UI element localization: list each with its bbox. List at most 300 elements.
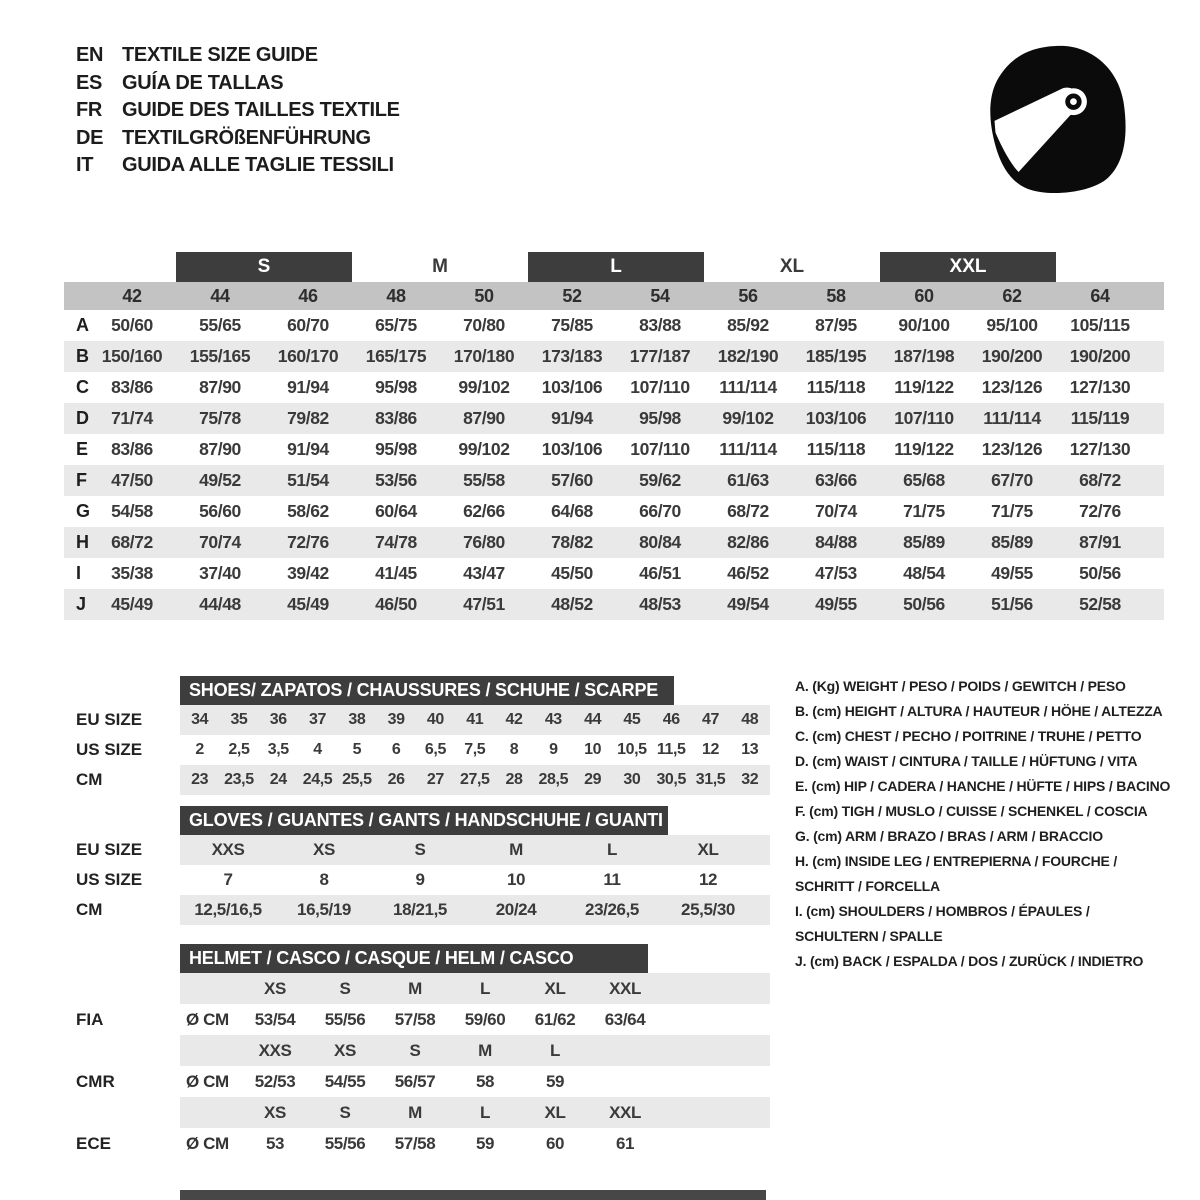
measurement-value: 190/200 xyxy=(1069,346,1131,366)
cell-value: 10,5 xyxy=(617,741,647,758)
measurement-value: 165/175 xyxy=(365,346,427,366)
measurement-row-a xyxy=(64,310,1164,341)
language-row xyxy=(76,42,400,70)
measurement-value: 115/119 xyxy=(1070,408,1130,428)
measurement-row-j xyxy=(64,589,1164,620)
legend-item xyxy=(795,949,1200,974)
measurement-value: 71/75 xyxy=(991,501,1033,521)
cell-value: 16,5/19 xyxy=(297,900,351,919)
measurement-value: 65/75 xyxy=(375,315,417,335)
measurement-value: 49/52 xyxy=(199,470,241,490)
cell-value: 56/57 xyxy=(394,1071,436,1091)
legend-item xyxy=(795,724,1200,749)
measurement-value: 70/80 xyxy=(463,315,505,335)
cell-value: 54/55 xyxy=(324,1071,366,1091)
measurement-value: 51/56 xyxy=(991,594,1033,614)
measurement-value: 115/118 xyxy=(806,377,866,397)
cropped-bottom-bar xyxy=(180,1190,766,1200)
cell-value: 25,5/30 xyxy=(681,900,735,919)
measurement-value: 79/82 xyxy=(287,408,329,428)
language-title: GUÍA DE TALLAS xyxy=(122,71,284,94)
cell-value: 18/21,5 xyxy=(393,900,447,919)
cell-value: 23,5 xyxy=(224,771,254,788)
measurement-value: 48/53 xyxy=(639,594,681,614)
cell-value: 27 xyxy=(426,771,444,788)
cell-value: M xyxy=(408,1102,422,1122)
measurement-value: 68/72 xyxy=(111,532,153,552)
legend-line: A. (Kg) WEIGHT / PESO / POIDS / GEWITCH / PESO xyxy=(795,678,1126,694)
measurement-value: 67/70 xyxy=(991,470,1033,490)
measurement-value: 59/62 xyxy=(639,470,681,490)
measurement-row-f xyxy=(64,465,1164,496)
row-values xyxy=(180,1097,770,1128)
measurement-value: 54/58 xyxy=(111,501,153,521)
size-number: 56 xyxy=(738,285,758,306)
measurement-value: 70/74 xyxy=(199,532,241,552)
visor-pivot-center xyxy=(1070,98,1077,105)
measurement-value: 111/114 xyxy=(983,408,1041,428)
measurement-value: 91/94 xyxy=(287,377,329,397)
cell-value: M xyxy=(509,840,523,859)
language-row xyxy=(76,70,400,98)
measurement-value: 187/198 xyxy=(893,346,955,366)
size-number: 44 xyxy=(210,285,230,306)
measurement-value: 185/195 xyxy=(805,346,867,366)
measurement-value: 52/58 xyxy=(1079,594,1121,614)
cell-value: 6 xyxy=(391,741,401,758)
measurement-value: 49/55 xyxy=(991,563,1033,583)
gloves-section xyxy=(76,806,770,925)
cell-value: 7 xyxy=(223,870,233,889)
row-label: CMR xyxy=(76,1071,115,1091)
measurement-value: 160/170 xyxy=(277,346,339,366)
measurement-value: 107/110 xyxy=(894,408,954,428)
cell-value: XXL xyxy=(609,1102,641,1122)
cell-value: XL xyxy=(697,840,719,859)
cell-value: 53 xyxy=(265,1133,285,1153)
measurement-value: 84/88 xyxy=(815,532,857,552)
measurement-value: 173/183 xyxy=(541,346,603,366)
measurement-value: 119/122 xyxy=(894,377,954,397)
measurement-value: 75/85 xyxy=(551,315,593,335)
row-label: EU SIZE xyxy=(76,840,143,859)
measurement-row-b xyxy=(64,341,1164,372)
measurement-value: 48/54 xyxy=(903,563,945,583)
helmet-section xyxy=(76,944,770,1159)
helmet-data-row xyxy=(76,1066,770,1097)
measurement-value: 46/50 xyxy=(375,594,417,614)
cell-value: 59 xyxy=(545,1071,565,1091)
cell-value: XS xyxy=(334,1040,356,1060)
measurement-value: 64/68 xyxy=(551,501,593,521)
measurement-value: 46/52 xyxy=(727,563,769,583)
row-values xyxy=(180,735,770,765)
measurement-value: 177/187 xyxy=(629,346,691,366)
row-values xyxy=(180,973,770,1004)
racing-helmet-icon xyxy=(982,40,1136,198)
measurement-row-d xyxy=(64,403,1164,434)
row-values xyxy=(180,835,770,865)
cell-value: XL xyxy=(544,1102,566,1122)
row-label: FIA xyxy=(76,1009,104,1029)
helmet-size-row xyxy=(76,1035,770,1066)
helmet-data-row xyxy=(76,1004,770,1035)
gloves-section-header: GLOVES / GUANTES / GANTS / HANDSCHUHE / GUANTI xyxy=(180,806,668,835)
legend-line: J. (cm) BACK / ESPALDA / DOS / ZURÜCK / INDIETRO xyxy=(795,953,1144,969)
legend-line: H. (cm) INSIDE LEG / ENTREPIERNA / FOURCHE / xyxy=(795,853,1118,869)
measurement-value: 99/102 xyxy=(722,408,774,428)
language-code: EN xyxy=(76,44,104,66)
size-group-l: L xyxy=(528,252,704,282)
row-label: G xyxy=(76,501,91,521)
cell-value: 59 xyxy=(475,1133,495,1153)
language-code: DE xyxy=(76,126,104,149)
measurement-value: 150/160 xyxy=(101,346,163,366)
cell-value: 61/62 xyxy=(534,1009,576,1029)
measurement-value: 87/90 xyxy=(199,377,241,397)
measurement-value: 99/102 xyxy=(458,377,510,397)
cell-value: 57/58 xyxy=(394,1133,436,1153)
row-label: H xyxy=(76,532,89,552)
cell-value: 55/56 xyxy=(324,1133,366,1153)
measurement-row-i xyxy=(64,558,1164,589)
cell-value: 5 xyxy=(352,741,362,758)
cell-value: 35 xyxy=(230,711,248,728)
measurement-value: 83/86 xyxy=(375,408,417,428)
measurement-row-e xyxy=(64,434,1164,465)
size-group-xxl: XXL xyxy=(880,252,1056,282)
size-number: 48 xyxy=(386,285,406,306)
cell-value: 45 xyxy=(623,711,641,728)
cell-value: 27,5 xyxy=(459,771,490,788)
measurement-value: 66/70 xyxy=(639,501,681,521)
cell-value: 57/58 xyxy=(394,1009,436,1029)
main-size-table xyxy=(64,252,1164,620)
cell-value: S xyxy=(409,1040,421,1060)
measurement-value: 47/53 xyxy=(815,563,857,583)
cell-value: 61 xyxy=(615,1133,635,1153)
measurement-value: 123/126 xyxy=(981,439,1043,459)
cell-value: S xyxy=(339,978,351,998)
cell-value: 40 xyxy=(426,711,444,728)
measurement-value: 48/52 xyxy=(551,594,593,614)
legend-line: D. (cm) WAIST / CINTURA / TAILLE / HÜFTUNG / VITA xyxy=(795,753,1138,769)
measurement-value: 190/200 xyxy=(981,346,1043,366)
cell-value: 9 xyxy=(415,870,425,889)
row-label: E xyxy=(76,439,89,459)
measurement-value: 103/106 xyxy=(805,408,867,428)
measurement-value: 60/70 xyxy=(287,315,329,335)
measurement-value: 57/60 xyxy=(551,470,593,490)
shoes-section xyxy=(76,676,770,795)
measurement-value: 45/49 xyxy=(287,594,329,614)
measurement-row-c xyxy=(64,372,1164,403)
measurement-value: 115/118 xyxy=(806,439,866,459)
measurement-value: 127/130 xyxy=(1069,377,1131,397)
cell-value: 23 xyxy=(191,771,209,788)
measurement-value: 127/130 xyxy=(1069,439,1131,459)
cell-value: S xyxy=(414,840,426,859)
cell-value: 31,5 xyxy=(695,771,726,788)
row-label: A xyxy=(76,315,89,335)
measurement-row-h xyxy=(64,527,1164,558)
measurement-value: 87/90 xyxy=(199,439,241,459)
helmet-size-row xyxy=(76,973,770,1004)
language-title: GUIDE DES TAILLES TEXTILE xyxy=(122,99,400,121)
measurement-value: 95/98 xyxy=(639,408,681,428)
measurement-value: 105/115 xyxy=(1070,315,1130,335)
measurement-value: 65/68 xyxy=(903,470,945,490)
cell-value: 3,5 xyxy=(267,741,289,758)
cell-value: 23/26,5 xyxy=(585,900,639,919)
measurement-value: 44/48 xyxy=(199,594,241,614)
size-group-s: S xyxy=(176,252,352,282)
cell-value: XXS xyxy=(211,840,245,859)
cell-value: 58 xyxy=(475,1071,495,1091)
legend-line: F. (cm) TIGH / MUSLO / CUISSE / SCHENKEL / COSCIA xyxy=(795,803,1148,819)
measurement-value: 63/66 xyxy=(815,470,857,490)
gloves-rows xyxy=(76,835,770,925)
size-number: 58 xyxy=(826,285,846,306)
measurement-value: 76/80 xyxy=(463,532,505,552)
cell-value: 63/64 xyxy=(604,1009,646,1029)
legend-item xyxy=(795,799,1200,824)
size-number: 50 xyxy=(474,285,494,306)
row-label xyxy=(76,973,180,1004)
cell-value: 46 xyxy=(662,711,680,728)
measurement-value: 155/165 xyxy=(189,346,251,366)
cell-value: 8 xyxy=(319,870,329,889)
measurement-value: 68/72 xyxy=(727,501,769,521)
language-row xyxy=(76,152,400,180)
row-label xyxy=(76,1097,180,1128)
language-row xyxy=(76,97,400,125)
table-row xyxy=(76,895,770,925)
measurement-value: 62/66 xyxy=(463,501,505,521)
table-row xyxy=(76,865,770,895)
table-row xyxy=(76,765,770,795)
measurement-value: 55/65 xyxy=(199,315,241,335)
cell-value: L xyxy=(480,978,490,998)
cell-value: 39 xyxy=(387,711,405,728)
cell-value: 34 xyxy=(191,711,209,728)
row-label: F xyxy=(76,470,87,490)
measurement-row-g xyxy=(64,496,1164,527)
measurement-value: 90/100 xyxy=(898,315,950,335)
cell-value: 60 xyxy=(545,1133,565,1153)
cell-value: 2,5 xyxy=(228,741,250,758)
cell-value: L xyxy=(550,1040,560,1060)
measurement-value: 75/78 xyxy=(199,408,241,428)
measurement-value: 74/78 xyxy=(375,532,417,552)
language-title: TEXTILE SIZE GUIDE xyxy=(122,44,318,66)
measurement-value: 68/72 xyxy=(1079,470,1121,490)
measurement-value: 107/110 xyxy=(630,377,690,397)
cell-value: 32 xyxy=(741,771,759,788)
cell-value: XXL xyxy=(609,978,641,998)
measurement-value: 53/56 xyxy=(375,470,417,490)
measurement-value: 50/60 xyxy=(111,315,153,335)
row-label: CM xyxy=(76,770,103,789)
cell-value: 37 xyxy=(309,711,327,728)
table-row xyxy=(76,735,770,765)
measurement-value: 99/102 xyxy=(458,439,510,459)
measurement-value: 49/54 xyxy=(727,594,769,614)
measurement-value: 55/58 xyxy=(463,470,505,490)
language-code: FR xyxy=(76,99,103,121)
measurement-value: 43/47 xyxy=(463,563,505,583)
measurement-value: 85/89 xyxy=(991,532,1033,552)
cell-value: 47 xyxy=(702,711,719,728)
measurement-value: 170/180 xyxy=(453,346,515,366)
cell-value: 25,5 xyxy=(342,771,372,788)
measurement-value: 60/64 xyxy=(375,501,417,521)
cell-value: 10 xyxy=(584,741,602,758)
size-number: 64 xyxy=(1090,285,1110,306)
legend-item xyxy=(795,849,1200,899)
row-values xyxy=(180,1128,770,1159)
legend-item xyxy=(795,899,1200,949)
cell-value: 9 xyxy=(549,741,558,758)
cell-value: 28 xyxy=(505,771,523,788)
row-label: US SIZE xyxy=(76,870,143,889)
size-number-row xyxy=(64,282,1164,310)
language-code: IT xyxy=(76,154,94,176)
size-number: 54 xyxy=(650,285,670,306)
cell-value: 11,5 xyxy=(656,741,686,758)
cell-value: 48 xyxy=(741,711,759,728)
size-group-xl: XL xyxy=(779,256,805,277)
cell-value: 44 xyxy=(584,711,602,728)
cell-value: XXS xyxy=(258,1040,292,1060)
row-label: US SIZE xyxy=(76,740,143,759)
table-row xyxy=(76,835,770,865)
legend-item xyxy=(795,824,1200,849)
legend-item xyxy=(795,699,1200,724)
size-number: 42 xyxy=(122,285,142,306)
cell-value: XL xyxy=(544,978,566,998)
unit-cell: Ø CM xyxy=(186,1071,229,1091)
size-number: 52 xyxy=(562,285,582,306)
measurement-value: 49/55 xyxy=(815,594,857,614)
measurement-value: 91/94 xyxy=(551,408,593,428)
measurement-value: 39/42 xyxy=(287,563,329,583)
legend-item xyxy=(795,774,1200,799)
row-values xyxy=(180,705,770,735)
measurement-value: 119/122 xyxy=(894,439,954,459)
measurement-value: 111/114 xyxy=(719,439,777,459)
measurement-value: 83/86 xyxy=(111,377,153,397)
legend-line: SCHULTERN / SPALLE xyxy=(795,928,943,944)
measurement-value: 56/60 xyxy=(199,501,241,521)
measurement-value: 182/190 xyxy=(717,346,779,366)
legend-line: SCHRITT / FORCELLA xyxy=(795,878,940,894)
measurement-value: 85/89 xyxy=(903,532,945,552)
measurement-value: 91/94 xyxy=(287,439,329,459)
cell-value: 12,5/16,5 xyxy=(194,900,262,919)
cell-value: 7,5 xyxy=(464,741,486,758)
cell-value: 12 xyxy=(698,870,718,889)
measurement-value: 78/82 xyxy=(551,532,593,552)
measurement-value: 95/98 xyxy=(375,377,417,397)
measurement-value: 61/63 xyxy=(727,470,769,490)
measurement-value: 103/106 xyxy=(541,439,603,459)
measurement-value: 95/100 xyxy=(986,315,1038,335)
unit-cell: Ø CM xyxy=(186,1133,229,1153)
cell-value: M xyxy=(408,978,422,998)
helmet-rows xyxy=(76,973,770,1159)
measurement-value: 87/91 xyxy=(1079,532,1121,552)
measurement-value: 83/88 xyxy=(639,315,681,335)
cell-value: 55/56 xyxy=(324,1009,366,1029)
helmet-size-row xyxy=(76,1097,770,1128)
cell-value: XS xyxy=(264,1102,286,1122)
measurement-value: 87/95 xyxy=(815,315,857,335)
row-label: I xyxy=(76,563,82,583)
measurement-value: 72/76 xyxy=(1079,501,1121,521)
helmet-section-header: HELMET / CASCO / CASQUE / HELM / CASCO xyxy=(180,944,648,973)
cell-value: 30 xyxy=(623,771,641,788)
measurement-value: 58/62 xyxy=(287,501,329,521)
legend-line: I. (cm) SHOULDERS / HOMBROS / ÉPAULES / xyxy=(795,903,1090,919)
cell-value: 13 xyxy=(741,741,759,758)
measurement-value: 50/56 xyxy=(1079,563,1121,583)
cell-value: 59/60 xyxy=(464,1009,506,1029)
measurement-legend xyxy=(795,674,1200,974)
cell-value: 6,5 xyxy=(424,741,446,758)
cell-value: 38 xyxy=(348,711,366,728)
cell-value: 36 xyxy=(269,711,287,728)
measurement-value: 85/92 xyxy=(727,315,769,335)
cell-value: S xyxy=(339,1102,351,1122)
cell-value: 24 xyxy=(269,771,287,788)
measurement-value: 80/84 xyxy=(639,532,681,552)
measurement-value: 71/75 xyxy=(903,501,945,521)
measurement-value: 46/51 xyxy=(639,563,681,583)
legend-item xyxy=(795,674,1200,699)
measurement-value: 45/50 xyxy=(551,563,593,583)
legend-line: C. (cm) CHEST / PECHO / POITRINE / TRUHE / PETTO xyxy=(795,728,1142,744)
row-values xyxy=(180,1066,770,1097)
shoes-rows xyxy=(76,705,770,795)
measurement-value: 87/90 xyxy=(463,408,505,428)
cell-value: 43 xyxy=(544,711,562,728)
row-values xyxy=(180,1035,770,1066)
cell-value: 30,5 xyxy=(656,771,686,788)
cell-value: 29 xyxy=(584,771,602,788)
measurement-value: 82/86 xyxy=(727,532,769,552)
measurement-value: 41/45 xyxy=(375,563,417,583)
row-label: C xyxy=(76,377,89,397)
cell-value: M xyxy=(478,1040,492,1060)
measurement-value: 95/98 xyxy=(375,439,417,459)
cell-value: 53/54 xyxy=(254,1009,296,1029)
row-label: ECE xyxy=(76,1133,111,1153)
language-list xyxy=(76,42,400,180)
cell-value: 28,5 xyxy=(538,771,569,788)
measurement-value: 35/38 xyxy=(111,563,153,583)
row-label: J xyxy=(76,594,87,614)
measurement-value: 51/54 xyxy=(287,470,329,490)
measurement-value: 83/86 xyxy=(111,439,153,459)
helmet-data-row xyxy=(76,1128,770,1159)
measurement-value: 123/126 xyxy=(981,377,1043,397)
table-row xyxy=(76,705,770,735)
legend-line: B. (cm) HEIGHT / ALTURA / HAUTEUR / HÖHE / ALTEZZA xyxy=(795,703,1163,719)
cell-value: 12 xyxy=(702,741,719,758)
size-group-row xyxy=(64,252,1164,282)
size-number: 46 xyxy=(298,285,318,306)
